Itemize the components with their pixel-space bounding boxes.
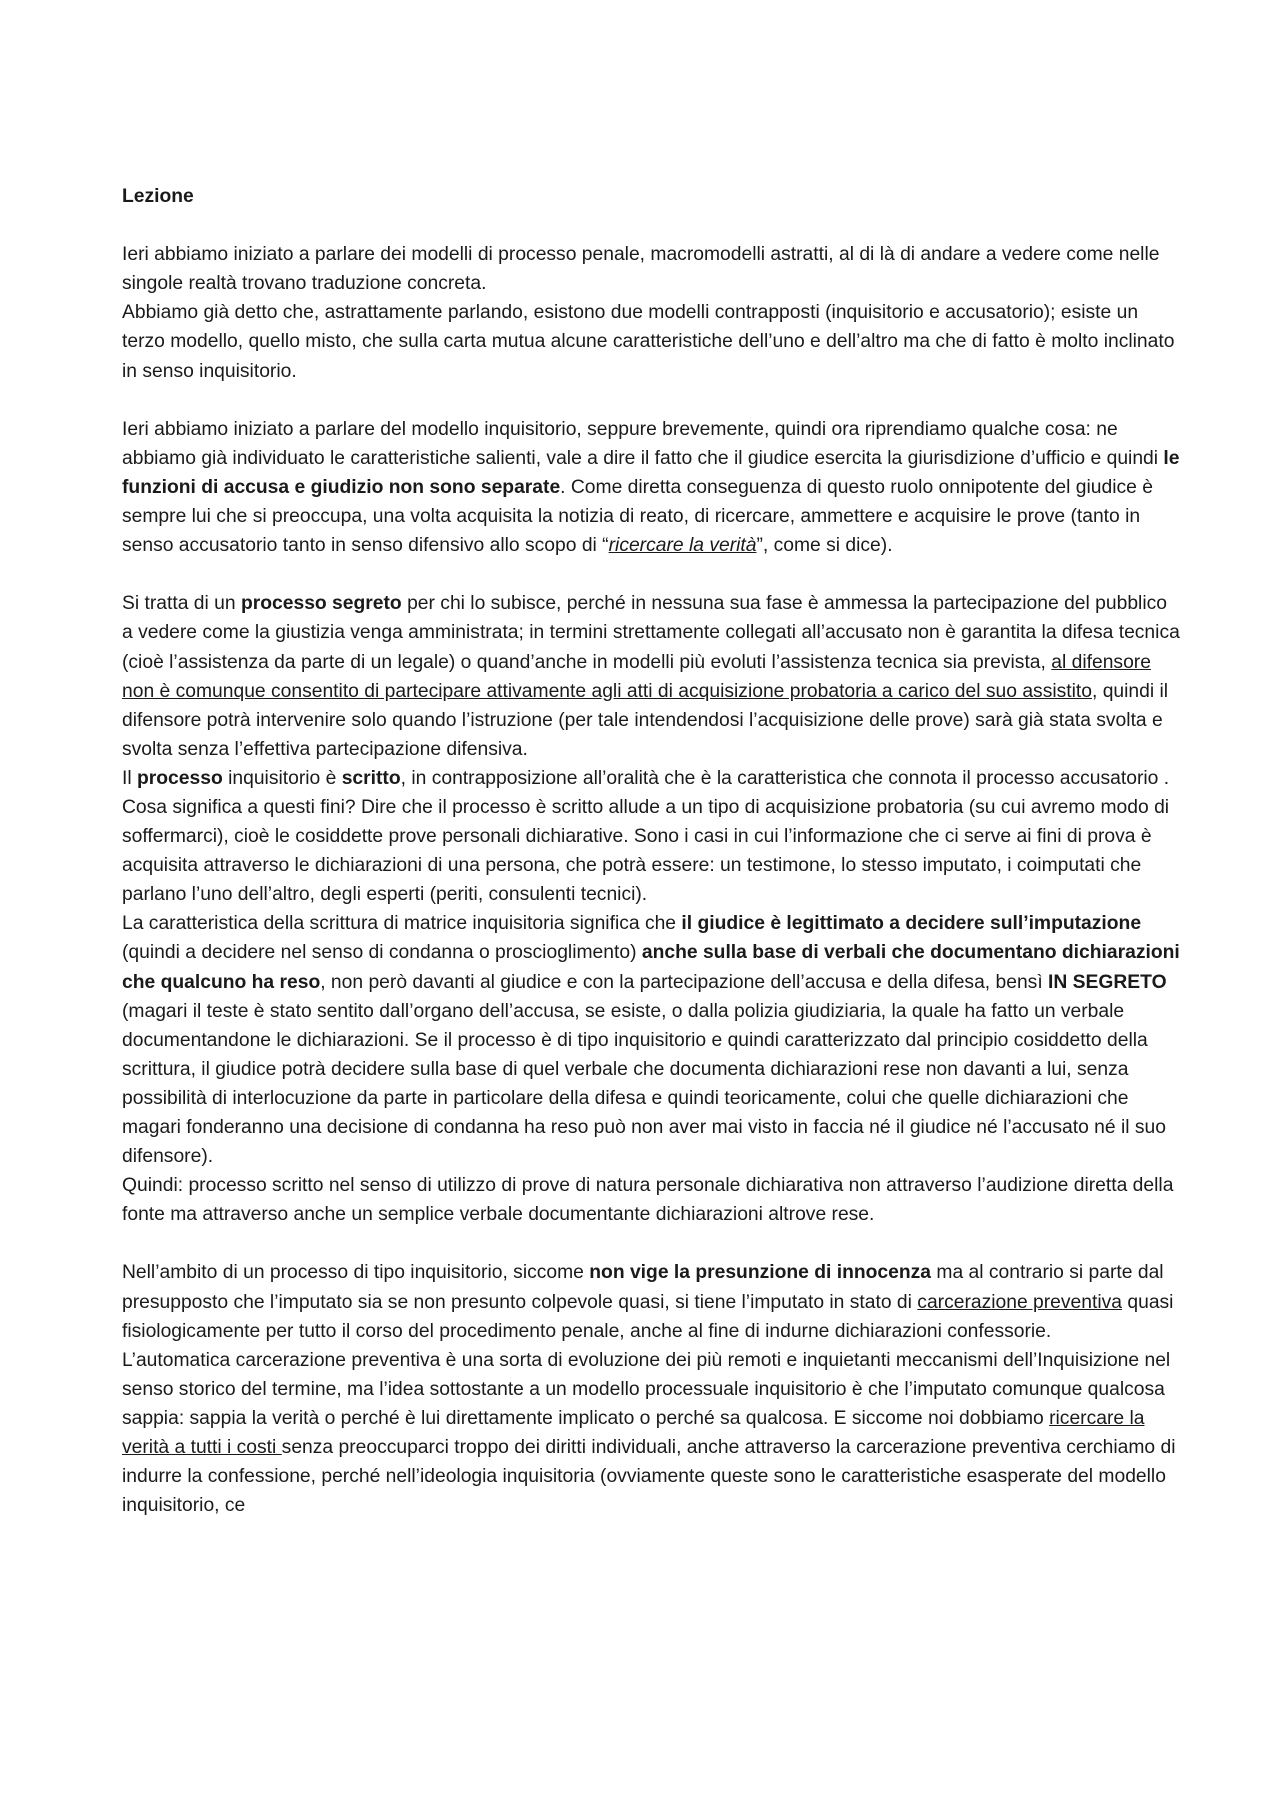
text-run: . Come diretta conseguenza di questo ruolo onnipotente del giudice è sempre lui che si preoccupa, una volta acquisita la notizia di reato, di ricercare, ammettere e acquisire le prove (tanto in senso accusatorio tanto in senso difensivo allo scopo di “ xyxy=(122,476,1153,557)
paragraph xyxy=(122,909,1182,1171)
text-run: Quindi: processo scritto nel senso di utilizzo di prove di natura personale dichiarativa non attraverso l’audizione diretta della fonte ma attraverso anche un semplice verbale documentante dichiarazioni altrove rese. xyxy=(122,1175,1174,1226)
document-page xyxy=(122,182,1182,1520)
paragraph xyxy=(122,298,1182,385)
paragraph xyxy=(122,1346,1182,1521)
bold-text: anche sulla base di verbali che documentano dichiarazioni che qualcuno ha reso xyxy=(122,942,1180,993)
text-run: , non però davanti al giudice e con la partecipazione dell’accusa e della difesa, bensì xyxy=(320,971,1049,993)
text-run: Si tratta di un xyxy=(122,593,241,615)
blank-line xyxy=(122,560,1182,589)
bold-text: non vige la presunzione di innocenza xyxy=(589,1262,932,1284)
paragraph xyxy=(122,240,1182,298)
document-body xyxy=(122,240,1182,1520)
blank-line xyxy=(122,211,1182,240)
bold-text: il giudice è legittimato a decidere sull’imputazione xyxy=(681,913,1142,935)
text-run: ”, come si dice). xyxy=(756,535,893,557)
text-run: L’automatica carcerazione preventiva è una sorta di evoluzione dei più remoti e inquietanti meccanismi dell’Inquisizione nel senso storico del termine, ma l’idea sottostante a un modello processuale inquisitorio è che l’imputato comunque qualcosa sappia: sappia la verità o perché è lui direttamente implicato o perché sa qualcosa. E siccome noi dobbiamo xyxy=(122,1349,1171,1429)
bold-text: le funzioni di accusa e giudizio non sono separate xyxy=(122,447,1180,498)
text-run: , in contrapposizione all’oralità che è la caratteristica che connota il processo accusatorio . Cosa significa a questi fini? Dire che il processo è scritto allude a un tipo di acquisizione probatoria (su cui avremo modo di soffermarci), cioè le cosiddette prove personali dichiarative. Sono i casi in cui l’informazione che ci serve ai fini di prova è acquisita attraverso le dichiarazioni di una persona, che potrà essere: un testimone, lo stesso imputato, i coimputati che parlano l’uno dell’altro, degli esperti (periti, consulenti tecnici). xyxy=(122,767,1170,906)
text-run: (quindi a decidere nel senso di condanna o proscioglimento) xyxy=(122,942,642,964)
text-run: per chi lo subisce, perché in nessuna sua fase è ammessa la partecipazione del pubblico a vedere come la giustizia venga amministrata; in termini strettamente collegati all’accusato non è garantita la difesa tecnica (cioè l’assistenza da parte di un legale) o quand’anche in modelli più evoluti l’assistenza tecnica sia prevista, xyxy=(122,593,1180,673)
blank-line xyxy=(122,386,1182,415)
text-run: , quindi il difensore potrà intervenire solo quando l’istruzione (per tale intendendosi l’acquisizione delle prove) sarà già stata svolta e svolta senza l’effettiva partecipazione difensiva. xyxy=(122,680,1169,760)
text-run: inquisitorio è xyxy=(222,767,342,789)
underlined-text: carcerazione preventiva xyxy=(917,1291,1123,1313)
underlined-text: al difensore non è comunque consentito di partecipare attivamente agli atti di acquisizione probatoria a carico del suo assistito xyxy=(122,651,1151,702)
paragraph xyxy=(122,415,1182,560)
text-run: Ieri abbiamo iniziato a parlare dei modelli di processo penale, macromodelli astratti, al di là di andare a vedere come nelle singole realtà trovano traduzione concreta. xyxy=(122,244,1160,295)
text-run: quasi fisiologicamente per tutto il corso del procedimento penale, anche al fine di indurne dichiarazioni confessorie. xyxy=(122,1291,1174,1342)
paragraph xyxy=(122,1171,1182,1229)
blank-line xyxy=(122,1229,1182,1258)
paragraph xyxy=(122,764,1182,909)
paragraph xyxy=(122,1258,1182,1345)
text-run: Il xyxy=(122,767,137,789)
text-run: Nell’ambito di un processo di tipo inquisitorio, siccome xyxy=(122,1262,590,1284)
bold-text: processo segreto xyxy=(240,593,402,615)
text-run: (magari il teste è stato sentito dall’organo dell’accusa, se esiste, o dalla polizia giudiziaria, la quale ha fatto un verbale documentandone le dichiarazioni. Se il processo è di tipo inquisitorio e quindi caratterizzato dal principio cosiddetto della scrittura, il giudice potrà decidere sulla base di quel verbale che documenta dichiarazioni rese non davanti a lui, senza possibilità di interlocuzione da parte in particolare della difesa e quindi teoricamente, colui che quelle dichiarazioni che magari fonderanno una decisione di condanna ha reso può non aver mai visto in faccia né il giudice né l’accusato né il suo difensore). xyxy=(122,1000,1166,1168)
document-title: Lezione xyxy=(122,186,194,207)
bold-text: IN SEGRETO xyxy=(1048,971,1167,993)
bold-text: processo xyxy=(137,767,223,789)
text-run: La caratteristica della scrittura di matrice inquisitoria significa che xyxy=(122,913,682,935)
paragraph xyxy=(122,589,1182,764)
bold-text: scritto xyxy=(341,767,401,789)
text-run: senza preoccuparci troppo dei diritti individuali, anche attraverso la carcerazione preventiva cerchiamo di indurre la confessione, perché nell’ideologia inquisitoria (ovviamente queste sono le caratteristiche esasperate del modello inquisitorio, ce xyxy=(122,1437,1176,1517)
text-run: Ieri abbiamo iniziato a parlare del modello inquisitorio, seppure brevemente, quindi ora riprendiamo qualche cosa: ne abbiamo già individuato le caratteristiche salienti, vale a dire il fatto che il giudice esercita la giurisdizione d’ufficio e quindi xyxy=(122,418,1164,469)
text-run: ma al contrario si parte dal presupposto che l’imputato sia se non presunto colpevole quasi, si tiene l’imputato in stato di xyxy=(122,1262,1164,1313)
underlined-text: ricercare la verità a tutti i costi xyxy=(122,1407,1145,1459)
italic-underlined-text: ricercare la verità xyxy=(608,535,757,557)
text-run: Abbiamo già detto che, astrattamente parlando, esistono due modelli contrapposti (inquisitorio e accusatorio); esiste un terzo modello, quello misto, che sulla carta mutua alcune caratteristiche dell’uno e dell’altro ma che di fatto è molto inclinato in senso inquisitorio. xyxy=(122,302,1175,382)
